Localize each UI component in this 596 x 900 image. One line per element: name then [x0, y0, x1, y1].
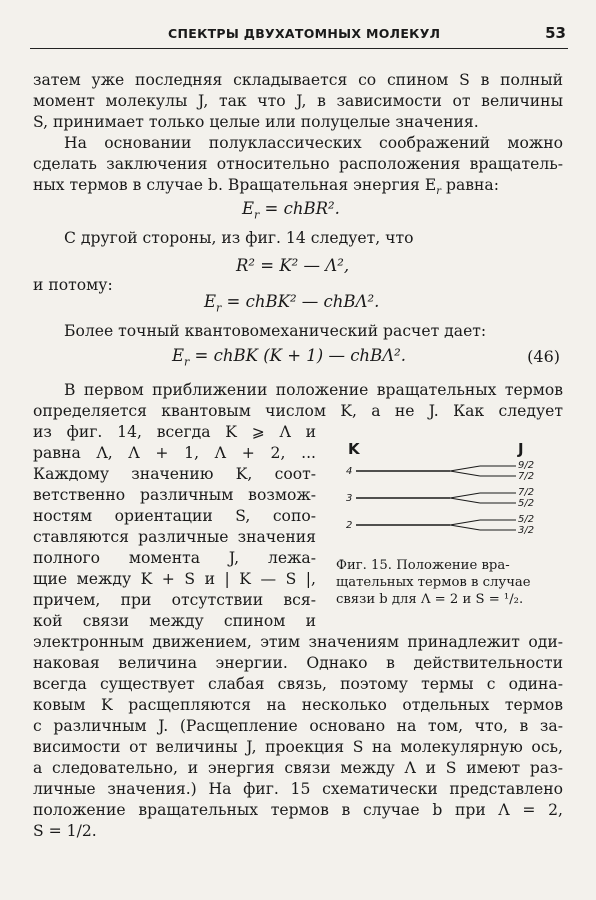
text-line: В первом приближении положение вращательных термов	[64, 381, 563, 399]
equation-number: (46)	[527, 347, 560, 366]
figure-15-diagram	[340, 440, 570, 550]
j-label: 5/2	[518, 514, 535, 525]
text-line: кой связи между спином и	[33, 612, 316, 630]
text-line: положение вращательных термов в случае b при Λ = 2,	[33, 801, 563, 819]
text-line: S = 1/2.	[33, 822, 97, 840]
text-fragment: ных термов в случае b. Вращательная энергия E	[33, 176, 437, 194]
page-header	[30, 24, 568, 49]
text-line: ветственно различным возмож-	[33, 486, 316, 504]
running-title: СПЕКТРЫ ДВУХАТОМНЫХ МОЛЕКУЛ	[168, 26, 441, 41]
formula-energy-k: $E_r$ = chBK² — chBΛ².	[204, 292, 380, 315]
term-line	[450, 493, 480, 498]
formula-symbol: E	[242, 199, 255, 218]
text-line: равна Λ, Λ + 1, Λ + 2, ...	[33, 444, 316, 462]
page-number: 53	[545, 24, 566, 42]
formula-symbol: E	[204, 292, 217, 311]
formula-body: = chBK² — chBΛ².	[221, 292, 380, 311]
text-line: с различным J. (Расщепление основано на том, что, в за-	[33, 717, 563, 735]
text-fragment: равна:	[445, 176, 499, 194]
j-label: 3/2	[518, 525, 535, 536]
formula-rotational-energy: $E_r$ = chBR².	[242, 199, 340, 222]
formula-quantum-energy: $E_r$ = chBK (K + 1) — chBΛ².	[172, 346, 406, 369]
text-line: всегда существует слабая связь, поэтому термы с одина-	[33, 675, 563, 693]
k-label: 3	[346, 493, 353, 504]
term-line	[450, 471, 480, 476]
text-line: наковая величина энергии. Однако в действительности	[33, 654, 563, 672]
text-line: ных термов в случае b. Вращательная энергия $E_r$ равна:	[33, 176, 499, 198]
figure-caption-line: связи b для Λ = 2 и S = ¹/₂.	[336, 592, 524, 607]
formula-symbol: E	[172, 346, 185, 365]
text-line: личные значения.) На фиг. 15 схематически представлено	[33, 780, 563, 798]
formula-r-squared: R² = K² — Λ²,	[236, 256, 350, 275]
text-line: а следовательно, и энергия связи между Λ и S имеют раз-	[33, 759, 563, 777]
term-line	[450, 498, 480, 503]
text-line: ностям ориентации S, сопо-	[33, 507, 316, 525]
text-line: ставляются различные значения	[33, 528, 316, 546]
formula-body: = chBK (K + 1) — chBΛ².	[189, 346, 406, 365]
k-header: K	[348, 440, 360, 458]
text-line: момент молекулы J, так что J, в зависимости от величины	[33, 92, 563, 110]
j-label: 9/2	[518, 460, 535, 471]
text-line: С другой стороны, из фиг. 14 следует, что	[64, 229, 414, 247]
text-line: висимости от величины J, проекция S на молекулярную ось,	[33, 738, 563, 756]
k-label: 2	[346, 520, 353, 531]
text-line: затем уже последняя складывается со спином S в полный	[33, 71, 563, 89]
j-header: J	[518, 440, 524, 458]
text-line: причем, при отсутствии вся-	[33, 591, 316, 609]
text-line: определяется квантовым числом K, а не J. Как следует	[33, 402, 563, 420]
formula-body: = chBR².	[259, 199, 340, 218]
k-label: 4	[346, 466, 353, 477]
text-line: Каждому значению K, соот-	[33, 465, 316, 483]
figure-caption-line: щательных термов в случае	[336, 575, 531, 590]
figure-caption-line: Фиг. 15. Положение вра-	[336, 558, 510, 573]
term-line	[450, 520, 480, 525]
text-line: ковым K расщепляются на несколько отдельных термов	[33, 696, 563, 714]
text-line: из фиг. 14, всегда K ⩾ Λ и	[33, 423, 316, 441]
text-line: S, принимает только целые или полуцелые значения.	[33, 113, 479, 131]
term-line	[450, 525, 480, 530]
text-line: щие между K + S и | K — S |,	[33, 570, 316, 588]
term-line	[450, 466, 480, 471]
j-label: 5/2	[518, 498, 535, 509]
text-line: Более точный квантовомеханический расчет дает:	[64, 322, 487, 340]
text-line: полного момента J, лежа-	[33, 549, 316, 567]
text-line: и потому:	[33, 276, 113, 294]
text-line: электронным движением, этим значениям принадлежит оди-	[33, 633, 563, 651]
j-label: 7/2	[518, 471, 535, 482]
j-label: 7/2	[518, 487, 535, 498]
text-line: На основании полуклассических соображений можно	[64, 134, 563, 152]
text-line: сделать заключения относительно расположения вращатель-	[33, 155, 563, 173]
